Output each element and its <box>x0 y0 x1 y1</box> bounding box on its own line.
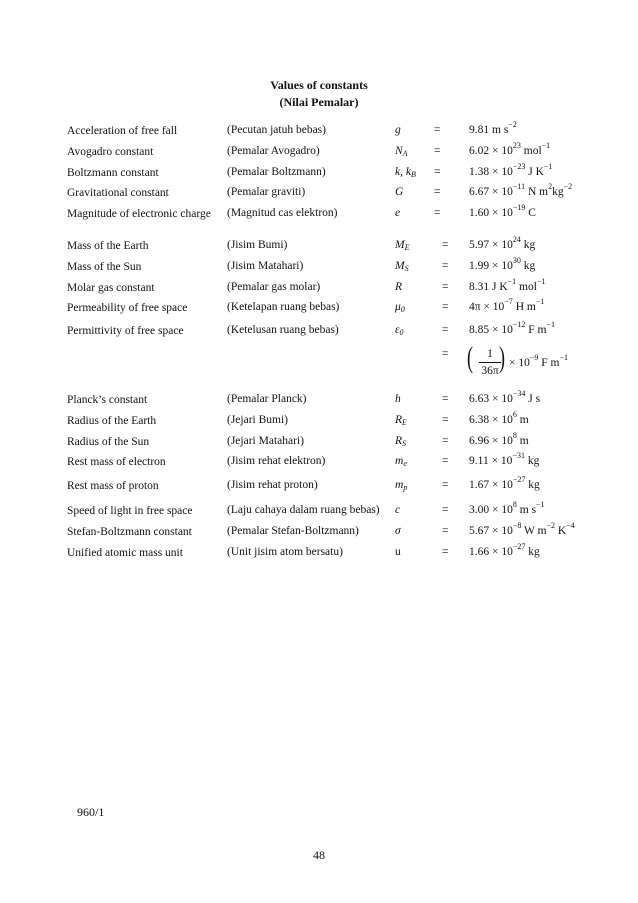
paper-code: 960/1 <box>77 805 105 819</box>
constant-name: Radius of the Sun <box>67 436 150 448</box>
constant-malay-name: (Magnitud cas elektron) <box>227 207 338 219</box>
fraction-numerator: 1 <box>479 348 501 363</box>
equals-sign: = <box>442 435 449 447</box>
equals-sign: = <box>442 479 449 491</box>
constant-malay-name: (Pemalar Planck) <box>227 393 307 405</box>
right-paren-icon: ) <box>499 341 505 374</box>
constant-symbol: $M_S$ <box>395 260 409 273</box>
equals-sign: = <box>442 504 449 516</box>
constant-symbol: e <box>395 207 401 219</box>
constant-value: $5.97 \times 10^{24}$ kg <box>469 235 536 251</box>
constant-value: $1.67 \times 10^{-27}$ kg <box>469 475 540 491</box>
constant-symbol: $m_e$ <box>395 455 407 468</box>
constant-malay-name: (Jisim rehat elektron) <box>227 455 326 467</box>
equals-sign: = <box>434 207 441 219</box>
constant-name: Boltzmann constant <box>67 167 159 179</box>
constant-name: Mass of the Earth <box>67 240 149 252</box>
constant-symbol: σ <box>395 525 401 537</box>
page-subtitle: (Nilai Pemalar) <box>279 95 359 109</box>
constant-malay-name: (Jisim Bumi) <box>227 239 288 251</box>
constant-value: $4\pi \times 10^{-7}$ H $m^{-1}$ <box>469 297 545 313</box>
equals-sign: = <box>434 124 441 136</box>
constant-value: $1.66 \times 10^{-27}$ kg <box>469 542 540 558</box>
constant-malay-name: (Pemalar Avogadro) <box>227 145 320 157</box>
constant-value: $6.67 \times 10^{-11}$ N $m^2kg^{-2}$ <box>469 182 573 198</box>
page-title: Values of constants <box>270 78 368 92</box>
constant-symbol: h <box>395 393 401 405</box>
constant-malay-name: (Jejari Bumi) <box>227 414 288 426</box>
equals-sign: = <box>442 260 449 272</box>
constant-symbol: $M_E$ <box>395 239 410 252</box>
constant-symbol: $\mu_0$ <box>395 301 405 314</box>
constant-value: 9.81 m $s^{-2}$ <box>469 120 517 136</box>
equals-sign: = <box>442 324 449 336</box>
constant-symbol: c <box>395 504 401 516</box>
equals-sign: = <box>442 393 449 405</box>
constant-malay-name: (Pemalar graviti) <box>227 186 306 198</box>
constant-symbol: $R_S$ <box>395 435 407 448</box>
equals-sign: = <box>434 166 441 178</box>
constant-malay-name: (Jejari Matahari) <box>227 435 304 447</box>
constant-malay-name: (Unit jisim atom bersatu) <box>227 546 343 558</box>
constant-value: $1.38 \times 10^{-23}$ J $K^{-1}$ <box>469 162 553 178</box>
equals-sign: = <box>442 546 449 558</box>
constant-name: Unified atomic mass unit <box>67 547 183 559</box>
constant-name: Permeability of free space <box>67 302 188 314</box>
fraction <box>479 348 501 379</box>
constant-name: Speed of light in free space <box>67 505 193 517</box>
equals-sign: = <box>442 239 449 251</box>
constant-name: Stefan-Boltzmann constant <box>67 526 192 538</box>
constant-value: $6.38 \times 10^6$ m <box>469 410 529 426</box>
constant-value: $1.60 \times 10^{-19}$ C <box>469 203 536 219</box>
constant-malay-name: (Pemalar Stefan-Boltzmann) <box>227 525 359 537</box>
constant-value: $6.96 \times 10^8$ m <box>469 431 529 447</box>
constant-value: $5.67 \times 10^{-8}$ W $m^{-2}$ $K^{-4}$ <box>469 521 575 537</box>
equals-sign: = <box>442 348 449 360</box>
constant-malay-name: (Jisim Matahari) <box>227 260 304 272</box>
constant-name: Gravitational constant <box>67 187 169 199</box>
constant-malay-name: (Ketelapan ruang bebas) <box>227 301 340 313</box>
constant-malay-name: (Pecutan jatuh bebas) <box>227 124 326 136</box>
constant-symbol: g <box>395 124 401 136</box>
fraction-multiplier: × $10^{-9}$ F $m^{-1}$ <box>509 353 568 369</box>
constant-symbol: $R_E$ <box>395 414 407 427</box>
constant-symbol: $N_A$ <box>395 145 408 158</box>
constant-name: Permittivity of free space <box>67 325 184 337</box>
constant-name: Rest mass of electron <box>67 456 166 468</box>
equals-sign: = <box>442 525 449 537</box>
constant-symbol: G <box>395 186 404 198</box>
page-number: 48 <box>313 848 325 862</box>
constant-value: $3.00 \times 10^8$ m $s^{-1}$ <box>469 500 545 516</box>
constant-symbol: R <box>395 281 403 293</box>
equals-sign: = <box>434 145 441 157</box>
constant-value: $6.63 \times 10^{-34}$ J s <box>469 389 541 405</box>
constant-name: Rest mass of proton <box>67 480 159 492</box>
constant-symbol: k, $k_B$ <box>395 166 416 179</box>
constant-value: $1.99 \times 10^{30}$ kg <box>469 256 536 272</box>
constant-symbol: $\varepsilon_0$ <box>395 324 404 337</box>
constant-malay-name: (Pemalar Boltzmann) <box>227 166 326 178</box>
constant-name: Avogadro constant <box>67 146 154 158</box>
constant-symbol: u <box>395 546 401 558</box>
constant-symbol: $m_p$ <box>395 479 408 492</box>
equals-sign: = <box>442 455 449 467</box>
left-paren-icon: ( <box>467 341 473 374</box>
constant-value: $8.85 \times 10^{-12}$ F $m^{-1}$ <box>469 320 555 336</box>
constant-malay-name: (Jisim rehat proton) <box>227 479 318 491</box>
constant-name: Radius of the Earth <box>67 415 157 427</box>
equals-sign: = <box>434 186 441 198</box>
constant-name: Mass of the Sun <box>67 261 142 273</box>
constant-name: Acceleration of free fall <box>67 125 178 137</box>
constant-name: Molar gas constant <box>67 282 155 294</box>
fraction-denominator: 36π <box>481 365 499 377</box>
constant-value: $9.11 \times 10^{-31}$ kg <box>469 451 540 467</box>
equals-sign: = <box>442 301 449 313</box>
constant-name: Magnitude of electronic charge <box>67 208 211 220</box>
constant-name: Planck’s constant <box>67 394 148 406</box>
constant-malay-name: (Laju cahaya dalam ruang bebas) <box>227 504 380 516</box>
equals-sign: = <box>442 414 449 426</box>
constant-malay-name: (Pemalar gas molar) <box>227 281 321 293</box>
constant-value: 8.31 J $K^{-1}$ mol$^{-1}$ <box>469 277 546 293</box>
constant-value: $6.02 \times 10^{23}$ mol$^{-1}$ <box>469 141 551 157</box>
constant-malay-name: (Ketelusan ruang bebas) <box>227 324 339 336</box>
equals-sign: = <box>442 281 449 293</box>
